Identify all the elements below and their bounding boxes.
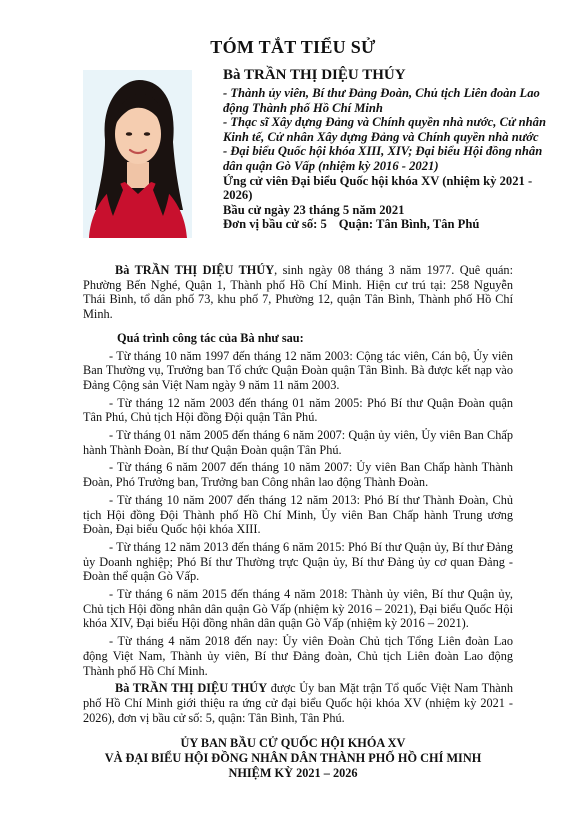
electoral-unit: Đơn vị bầu cử số: 5: [223, 217, 327, 232]
election-date: Bầu cử ngày 23 tháng 5 năm 2021: [223, 202, 405, 217]
footer-line-3: NHIỆM KỲ 2021 – 2026: [228, 766, 358, 780]
candidate-summary: [223, 66, 563, 232]
footer-line-2: VÀ ĐẠI BIỂU HỘI ĐỒNG NHÂN DÂN THÀNH PHỐ HỒ CHÍ MINH: [104, 751, 482, 765]
issuer-footer: [0, 736, 586, 781]
electoral-unit-row: [223, 217, 563, 232]
candidate-portrait: [83, 70, 192, 238]
deputy-line: - Đại biểu Quốc hội khóa XIII, XIV; Đại biểu Hội đồng nhân dân quận Gò Vấp (nhiệm kỳ 2016 - 2021): [223, 144, 543, 173]
footer-line-1: ỦY BAN BẦU CỬ QUỐC HỘI KHÓA XV: [180, 736, 406, 750]
career-item: - Từ tháng 10 năm 1997 đến tháng 12 năm 2003: Cộng tác viên, Cán bộ, Ủy viên Ban Thường vụ, Trưởng ban Tổ chức Quận Đoàn quận Tân Bình. Bà được kết nạp vào Đảng Cộng sản Việt Nam ngày 9 năm 11 năm 2003.: [83, 348, 513, 392]
career-item: - Từ tháng 6 năm 2007 đến tháng 10 năm 2007: Ủy viên Ban Chấp hành Thành Đoàn, Phó Trưởng ban, Trưởng ban Công nhân lao động Thành Đoàn.: [83, 460, 513, 490]
qualification-line: - Thạc sĩ Xây dựng Đảng và Chính quyền nhà nước, Cử nhân Kinh tế, Cử nhân Xây dựng Đảng và Chính quyền nhà nước: [223, 115, 546, 144]
candidacy-line: Ứng cử viên Đại biểu Quốc hội khóa XV (nhiệm kỳ 2021 - 2026): [223, 173, 533, 203]
biography-body: [83, 263, 513, 725]
document-title: TÓM TẮT TIỂU SỬ: [210, 37, 376, 57]
position-line: - Thành ủy viên, Bí thư Đảng Đoàn, Chủ tịch Liên đoàn Lao động Thành phố Hồ Chí Minh: [223, 86, 540, 115]
bio-intro: [83, 263, 513, 322]
portrait-illustration: [83, 70, 192, 238]
career-heading: Quá trình công tác của Bà như sau:: [117, 330, 304, 345]
bio-name: Bà TRẦN THỊ DIỆU THÚY: [115, 263, 275, 277]
nomination-text: được Ủy ban Mặt trận Tổ quốc Việt Nam Thành phố Hồ Chí Minh giới thiệu ra ứng cử đại biểu Quốc hội khóa XV (nhiệm kỳ 2021 - 2026), đơn vị bầu cử số: 5, quận: Tân Bình, Tân Phú.: [83, 681, 514, 725]
career-item: - Từ tháng 6 năm 2015 đến tháng 4 năm 2018: Thành ủy viên, Bí thư Quận ủy, Chủ tịch Hội đồng nhân dân quận Gò Vấp (nhiệm kỳ 2016 – 2021), Đại biểu Quốc Hội khóa XIV, Đại biểu Hội đồng nhân dân quận Gò Vấp (nhiệm kỳ 2016 – 2021).: [83, 587, 513, 631]
candidate-name: Bà TRẦN THỊ DIỆU THÚY: [223, 67, 406, 83]
career-item: - Từ tháng 12 năm 2003 đến tháng 01 năm 2005: Phó Bí thư Quận Đoàn quận Tân Phú, Chủ tịch Hội đồng Đội quận Tân Phú.: [83, 395, 513, 425]
electoral-district: Quận: Tân Bình, Tân Phú: [338, 217, 480, 232]
career-item: - Từ tháng 10 năm 2007 đến tháng 12 năm 2013: Phó Bí thư Thành Đoàn, Chủ tịch Hội đồng Đội Thành phố Hồ Chí Minh, Ủy viên Ban Chấp hành Trung ương Đoàn, Đại biểu Quốc hội khóa XIII.: [83, 492, 513, 537]
nomination-name: Bà TRẦN THỊ DIỆU THÚY: [115, 681, 268, 696]
career-item: - Từ tháng 12 năm 2013 đến tháng 6 năm 2015: Phó Bí thư Quận ủy, Bí thư Đảng ủy Doanh nghiệp; Phó Bí thư Thường trực Quận ủy, Bí thư Đảng ủy cơ quan Đảng - Đoàn thể quận Gò Vấp.: [83, 539, 513, 584]
career-item: - Từ tháng 01 năm 2005 đến tháng 6 năm 2007: Quận ủy viên, Ủy viên Ban Chấp hành Thành Đoàn, Bí thư Quận Đoàn quận Tân Phú.: [83, 428, 513, 457]
bio-intro-text: , sinh ngày 08 tháng 3 năm 1977. Quê quán: Phường Bến Nghé, Quận 1, Thành phố Hồ Chí Minh. Hiện cư trú tại: 258 Nguyễn Thái Bình, tổ dân phố 73, khu phố 7, Phường 12, quận Tân Bình, Thành phố Hồ Chí Minh.: [83, 263, 513, 322]
career-item: - Từ tháng 4 năm 2018 đến nay: Ủy viên Đoàn Chủ tịch Tổng Liên đoàn Lao động Việt Nam, Thành ủy viên, Bí thư Đảng đoàn, Chủ tịch Liên đoàn Lao động Thành phố Hồ Chí Minh.: [83, 634, 513, 678]
nomination-paragraph: [83, 681, 513, 725]
